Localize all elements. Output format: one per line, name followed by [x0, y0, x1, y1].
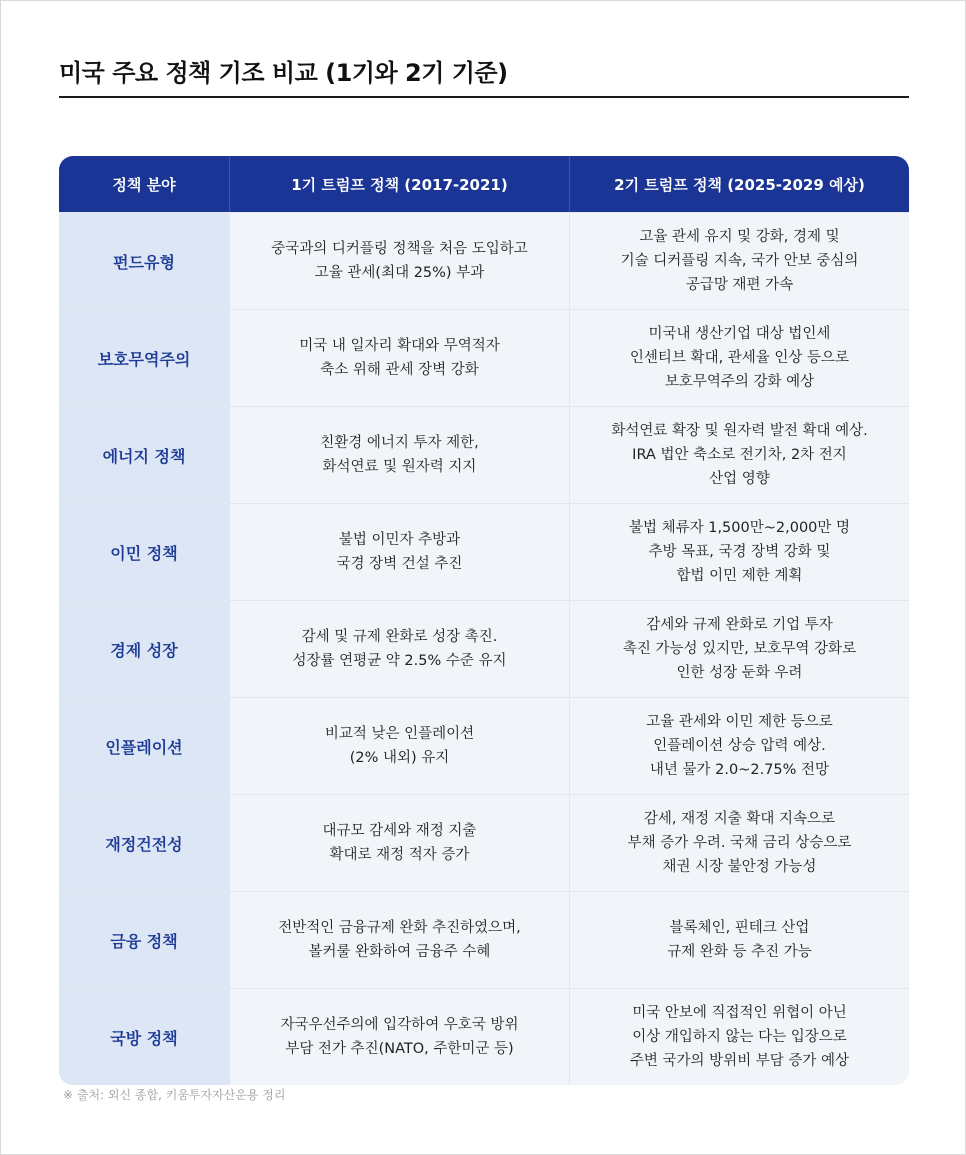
table-row: [59, 309, 909, 406]
source-note: ※ 출처: 외신 종합, 키움투자자산운용 정리: [63, 1088, 286, 1102]
row-second-term-policy: 미국 안보에 직접적인 위협이 아닌 이상 개입하지 않는 다는 입장으로 주변 국가의 방위비 부담 증가 예상: [569, 989, 909, 1085]
row-first-term-policy: 친환경 에너지 투자 제한, 화석연료 및 원자력 지지: [229, 407, 569, 503]
policy-comparison-table: [59, 156, 909, 1085]
row-policy-area: 인플레이션: [59, 698, 229, 794]
row-first-term-policy: 중국과의 디커플링 정책을 처음 도입하고 고율 관세(최대 25%) 부과: [229, 213, 569, 309]
row-second-term-policy: 불법 체류자 1,500만~2,000만 명 추방 목표, 국경 장벽 강화 및 합법 이민 제한 계획: [569, 504, 909, 600]
row-second-term-policy: 감세, 재정 지출 확대 지속으로 부채 증가 우려. 국채 금리 상승으로 채권 시장 불안정 가능성: [569, 795, 909, 891]
row-first-term-policy: 미국 내 일자리 확대와 무역적자 축소 위해 관세 장벽 강화: [229, 310, 569, 406]
row-policy-area: 재정건전성: [59, 795, 229, 891]
table-row: [59, 697, 909, 794]
row-first-term-policy: 대규모 감세와 재정 지출 확대로 재정 적자 증가: [229, 795, 569, 891]
table-row: [59, 503, 909, 600]
table-row: [59, 212, 909, 309]
table-row: [59, 600, 909, 697]
table-header-row: [59, 156, 909, 212]
row-second-term-policy: 고율 관세 유지 및 강화, 경제 및 기술 디커플링 지속, 국가 안보 중심의 공급망 재편 가속: [569, 213, 909, 309]
header-second-term: 2기 트럼프 정책 (2025-2029 예상): [569, 156, 909, 212]
row-second-term-policy: 블록체인, 핀테크 산업 규제 완화 등 추진 가능: [569, 892, 909, 988]
table-row: [59, 891, 909, 988]
row-second-term-policy: 화석연료 확장 및 원자력 발전 확대 예상. IRA 법안 축소로 전기차, 2차 전지 산업 영향: [569, 407, 909, 503]
table-row: [59, 406, 909, 503]
row-first-term-policy: 비교적 낮은 인플레이션 (2% 내외) 유지: [229, 698, 569, 794]
row-second-term-policy: 고율 관세와 이민 제한 등으로 인플레이션 상승 압력 예상. 내년 물가 2.0~2.75% 전망: [569, 698, 909, 794]
header-first-term: 1기 트럼프 정책 (2017-2021): [229, 156, 569, 212]
row-policy-area: 국방 정책: [59, 989, 229, 1085]
row-second-term-policy: 미국내 생산기업 대상 법인세 인센티브 확대, 관세율 인상 등으로 보호무역주의 강화 예상: [569, 310, 909, 406]
header-policy-area: 정책 분야: [112, 175, 176, 194]
row-first-term-policy: 전반적인 금융규제 완화 추진하였으며, 볼커룰 완화하여 금융주 수혜: [229, 892, 569, 988]
title-divider: [59, 96, 909, 98]
row-policy-area: 금융 정책: [59, 892, 229, 988]
row-second-term-policy: 감세와 규제 완화로 기업 투자 촉진 가능성 있지만, 보호무역 강화로 인한 성장 둔화 우려: [569, 601, 909, 697]
row-policy-area: 이민 정책: [59, 504, 229, 600]
row-first-term-policy: 불법 이민자 추방과 국경 장벽 건설 추진: [229, 504, 569, 600]
row-policy-area: 에너지 정책: [59, 407, 229, 503]
table-row: [59, 988, 909, 1085]
table-row: [59, 794, 909, 891]
row-policy-area: 경제 성장: [59, 601, 229, 697]
row-policy-area: 펀드유형: [59, 213, 229, 309]
row-policy-area: 보호무역주의: [59, 310, 229, 406]
page-title: 미국 주요 정책 기조 비교 (1기와 2기 기준): [59, 59, 508, 87]
row-first-term-policy: 감세 및 규제 완화로 성장 촉진. 성장률 연평균 약 2.5% 수준 유지: [229, 601, 569, 697]
row-first-term-policy: 자국우선주의에 입각하여 우호국 방위 부담 전가 추진(NATO, 주한미군 등): [229, 989, 569, 1085]
